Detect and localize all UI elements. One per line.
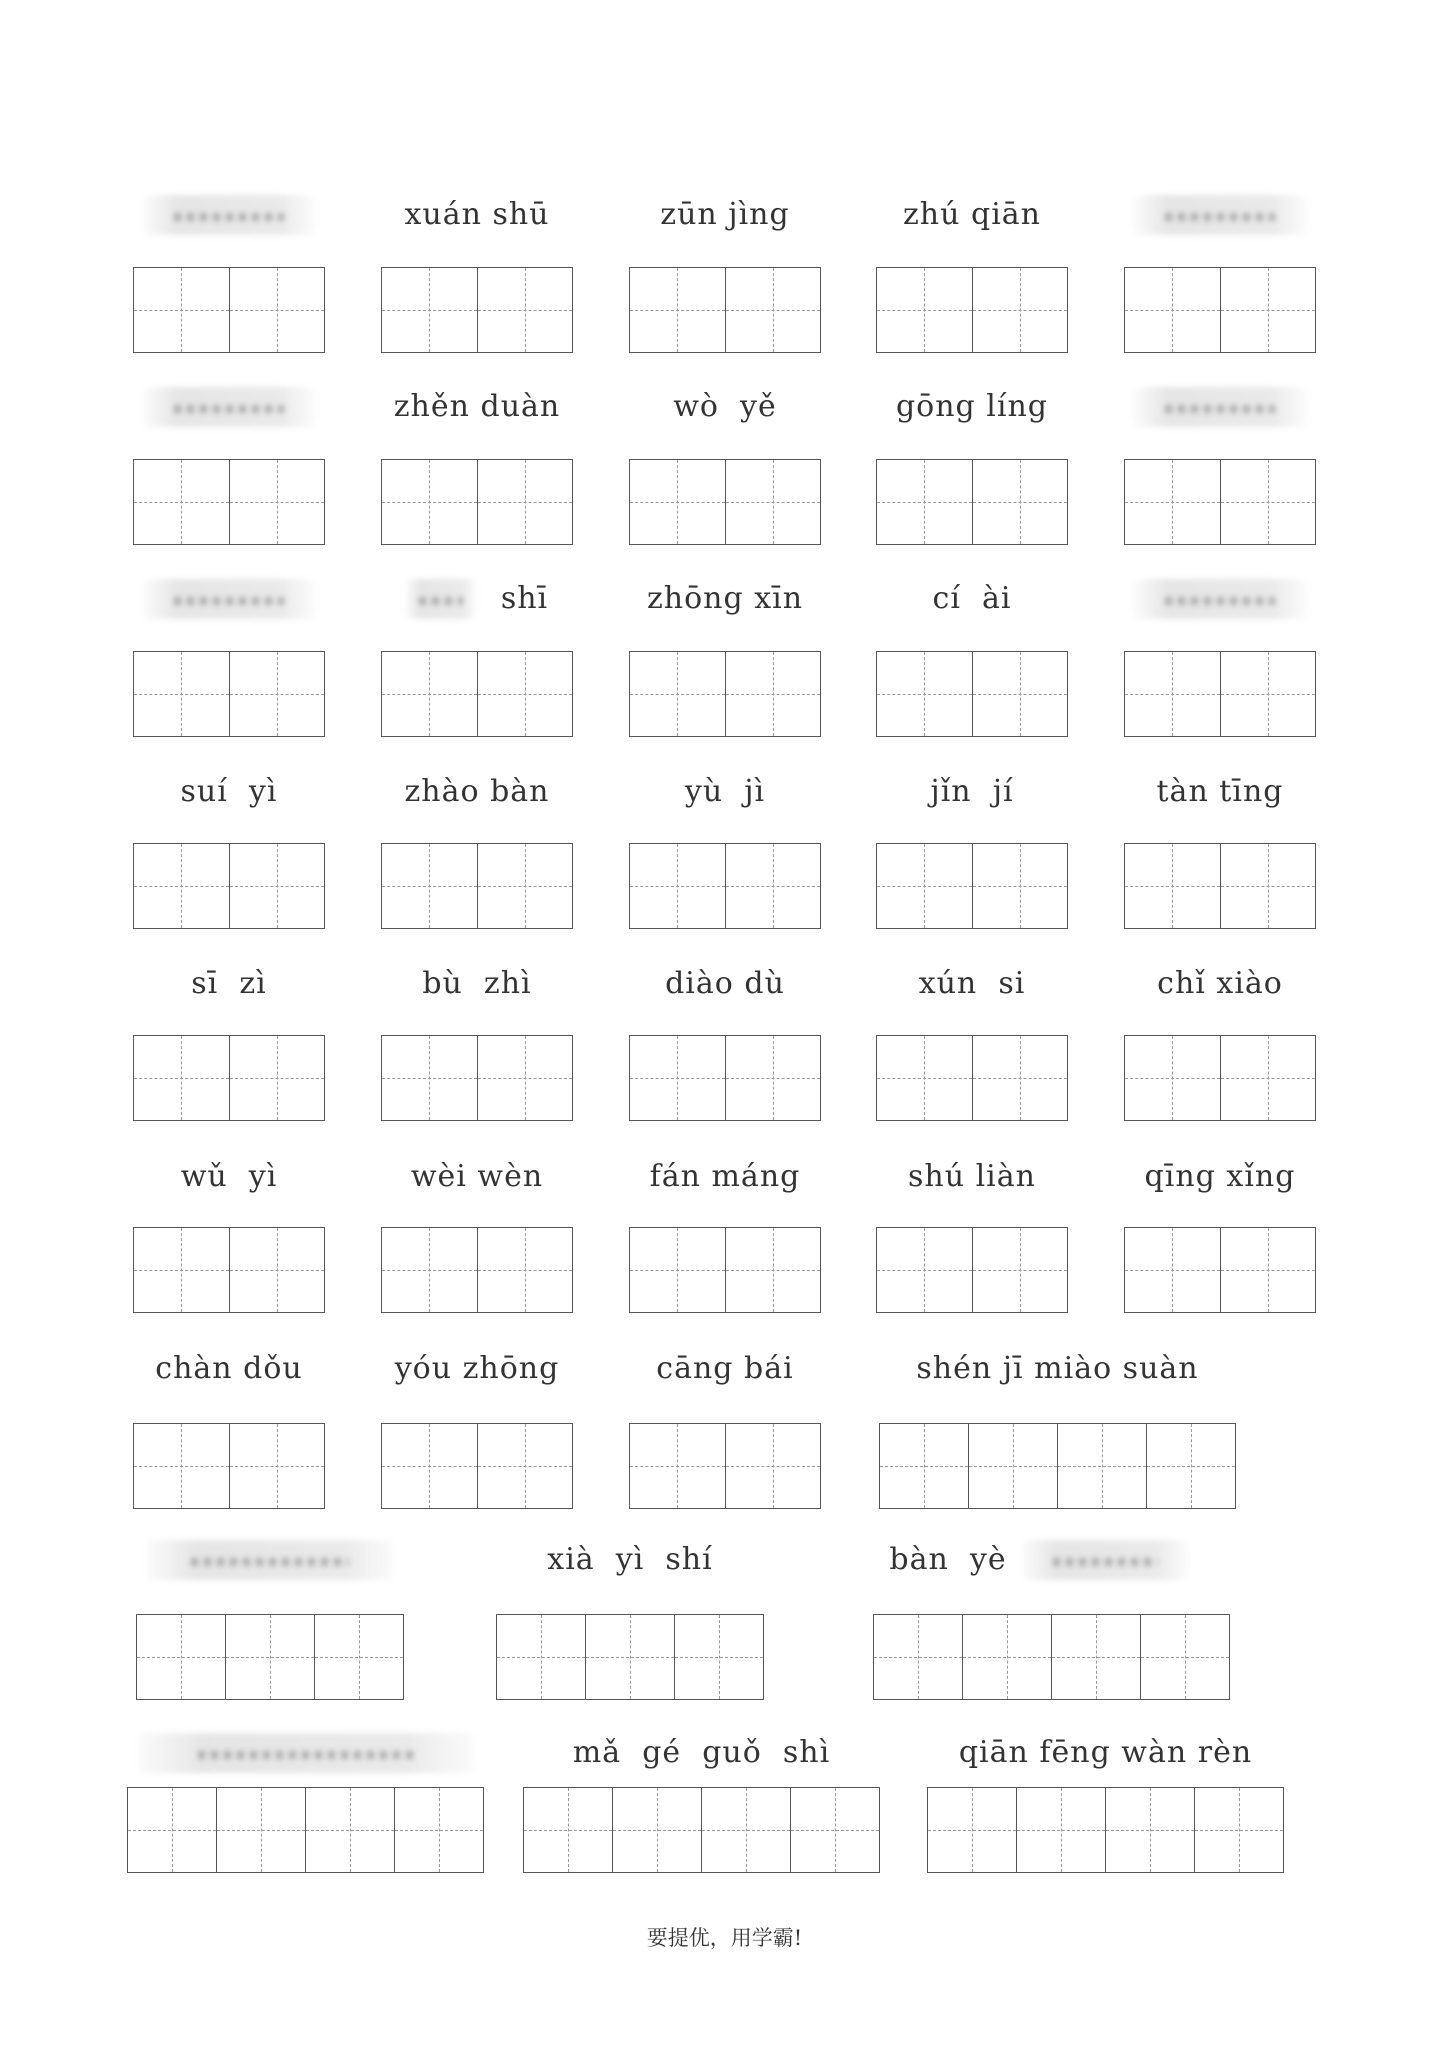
tianzige-cell[interactable] (230, 844, 325, 928)
pinyin-label: shú liàn (908, 1159, 1036, 1194)
tianzige-cell[interactable] (630, 652, 726, 736)
writing-grid[interactable] (629, 843, 821, 929)
tianzige-cell[interactable] (963, 1615, 1052, 1699)
writing-grid[interactable] (133, 267, 325, 353)
tianzige-cell[interactable] (137, 1615, 226, 1699)
writing-grid[interactable] (1124, 1227, 1316, 1313)
tianzige-cell[interactable] (382, 1424, 478, 1508)
pinyin-label: cāng bái (656, 1351, 794, 1386)
pinyin-label: zūn jìng (660, 197, 790, 232)
tianzige-cell[interactable] (226, 1615, 315, 1699)
writing-grid[interactable] (133, 651, 325, 737)
writing-grid[interactable] (629, 1423, 821, 1509)
tianzige-cell[interactable] (478, 1228, 573, 1312)
writing-grid[interactable] (1124, 267, 1316, 353)
tianzige-cell[interactable] (1221, 268, 1316, 352)
blurred-pinyin (1134, 195, 1306, 235)
tianzige-cell[interactable] (877, 844, 973, 928)
tianzige-cell[interactable] (877, 652, 973, 736)
writing-grid[interactable] (876, 267, 1068, 353)
writing-grid[interactable] (136, 1614, 404, 1700)
writing-grid[interactable] (629, 1227, 821, 1313)
blurred-pinyin (1023, 1540, 1188, 1580)
writing-grid[interactable] (381, 651, 573, 737)
tianzige-cell[interactable] (128, 1788, 217, 1872)
blurred-pinyin (137, 1733, 474, 1773)
tianzige-cell[interactable] (395, 1788, 483, 1872)
tianzige-cell[interactable] (134, 1424, 230, 1508)
writing-grid[interactable] (1124, 651, 1316, 737)
pinyin-label: cí ài (932, 581, 1012, 616)
tianzige-cell[interactable] (791, 1788, 879, 1872)
pinyin-label: chǐ xiào (1157, 966, 1283, 1001)
tianzige-cell[interactable] (382, 1036, 478, 1120)
pinyin-label: zhào bàn (404, 774, 550, 809)
tianzige-cell[interactable] (613, 1788, 702, 1872)
pinyin-label: fán máng (649, 1159, 801, 1194)
tianzige-cell[interactable] (134, 1036, 230, 1120)
pinyin-label: xún si (918, 966, 1026, 1001)
tianzige-cell[interactable] (134, 460, 230, 544)
pinyin-label: qīng xǐng (1144, 1159, 1296, 1194)
tianzige-cell[interactable] (306, 1788, 395, 1872)
blurred-pinyin (1134, 579, 1306, 619)
tianzige-cell[interactable] (1221, 844, 1316, 928)
writing-grid[interactable] (876, 459, 1068, 545)
tianzige-cell[interactable] (675, 1615, 763, 1699)
writing-grid[interactable] (629, 1035, 821, 1121)
tianzige-cell[interactable] (630, 268, 726, 352)
tianzige-cell[interactable] (973, 1228, 1068, 1312)
pinyin-label: xià yì shí (547, 1542, 713, 1577)
tianzige-cell[interactable] (382, 268, 478, 352)
tianzige-cell[interactable] (726, 652, 821, 736)
tianzige-cell[interactable] (315, 1615, 403, 1699)
tianzige-cell[interactable] (134, 652, 230, 736)
pinyin-label: xuán shū (404, 197, 550, 232)
writing-grid[interactable] (127, 1787, 484, 1873)
tianzige-cell[interactable] (726, 268, 821, 352)
tianzige-cell[interactable] (1221, 1036, 1316, 1120)
writing-grid[interactable] (873, 1614, 1230, 1700)
blurred-pinyin (406, 579, 476, 619)
pinyin-label: shī (500, 581, 549, 616)
tianzige-cell[interactable] (230, 652, 325, 736)
tianzige-cell[interactable] (1125, 652, 1221, 736)
tianzige-cell[interactable] (973, 652, 1068, 736)
tianzige-cell[interactable] (630, 460, 726, 544)
tianzige-cell[interactable] (880, 1424, 969, 1508)
pinyin-label: sī zì (191, 966, 267, 1001)
tianzige-cell[interactable] (630, 1228, 726, 1312)
tianzige-cell[interactable] (630, 844, 726, 928)
pinyin-label: chàn dǒu (155, 1351, 303, 1386)
writing-grid[interactable] (496, 1614, 764, 1700)
tianzige-cell[interactable] (877, 460, 973, 544)
tianzige-cell[interactable] (1058, 1424, 1147, 1508)
tianzige-cell[interactable] (478, 1424, 573, 1508)
tianzige-cell[interactable] (382, 460, 478, 544)
tianzige-cell[interactable] (478, 652, 573, 736)
writing-grid[interactable] (876, 843, 1068, 929)
tianzige-cell[interactable] (1106, 1788, 1195, 1872)
writing-grid[interactable] (133, 1423, 325, 1509)
pinyin-label: zhěn duàn (393, 389, 561, 424)
writing-grid[interactable] (927, 1787, 1284, 1873)
tianzige-cell[interactable] (1147, 1424, 1235, 1508)
blurred-pinyin (143, 579, 315, 619)
writing-grid[interactable] (381, 1035, 573, 1121)
tianzige-cell[interactable] (1221, 1228, 1316, 1312)
tianzige-cell[interactable] (586, 1615, 675, 1699)
writing-grid[interactable] (381, 843, 573, 929)
tianzige-cell[interactable] (726, 1424, 821, 1508)
tianzige-cell[interactable] (478, 268, 573, 352)
tianzige-cell[interactable] (630, 1036, 726, 1120)
writing-grid[interactable] (381, 459, 573, 545)
writing-grid[interactable] (381, 1423, 573, 1509)
tianzige-cell[interactable] (1125, 1228, 1221, 1312)
writing-grid[interactable] (1124, 1035, 1316, 1121)
pinyin-label: yù jì (684, 774, 766, 809)
tianzige-cell[interactable] (1141, 1615, 1229, 1699)
tianzige-cell[interactable] (217, 1788, 306, 1872)
tianzige-cell[interactable] (1017, 1788, 1106, 1872)
writing-grid[interactable] (523, 1787, 880, 1873)
writing-grid[interactable] (133, 1035, 325, 1121)
tianzige-cell[interactable] (1221, 460, 1316, 544)
tianzige-cell[interactable] (478, 1036, 573, 1120)
blurred-pinyin (146, 1540, 394, 1580)
tianzige-cell[interactable] (726, 844, 821, 928)
writing-grid[interactable] (629, 459, 821, 545)
blurred-pinyin (1134, 387, 1306, 427)
tianzige-cell[interactable] (726, 1036, 821, 1120)
writing-grid[interactable] (1124, 459, 1316, 545)
writing-grid[interactable] (629, 267, 821, 353)
tianzige-cell[interactable] (382, 844, 478, 928)
tianzige-cell[interactable] (134, 1228, 230, 1312)
pinyin-label: bàn yè (889, 1542, 1007, 1577)
writing-grid[interactable] (133, 459, 325, 545)
tianzige-cell[interactable] (382, 652, 478, 736)
tianzige-cell[interactable] (877, 1228, 973, 1312)
tianzige-cell[interactable] (478, 844, 573, 928)
tianzige-cell[interactable] (973, 1036, 1068, 1120)
pinyin-label: zhōng xīn (646, 581, 804, 616)
tianzige-cell[interactable] (973, 844, 1068, 928)
tianzige-cell[interactable] (1195, 1788, 1283, 1872)
writing-grid[interactable] (876, 1227, 1068, 1313)
pinyin-label: wǔ yì (180, 1159, 278, 1194)
writing-grid[interactable] (1124, 843, 1316, 929)
pinyin-label: yóu zhōng (394, 1351, 560, 1386)
tianzige-cell[interactable] (973, 460, 1068, 544)
pinyin-label: qiān fēng wàn rèn (958, 1735, 1253, 1770)
tianzige-cell[interactable] (973, 268, 1068, 352)
tianzige-cell[interactable] (382, 1228, 478, 1312)
writing-grid[interactable] (133, 1227, 325, 1313)
pinyin-label: suí yì (180, 774, 278, 809)
tianzige-cell[interactable] (134, 268, 230, 352)
tianzige-cell[interactable] (230, 268, 325, 352)
tianzige-cell[interactable] (230, 1424, 325, 1508)
pinyin-label: zhú qiān (903, 197, 1041, 232)
writing-grid[interactable] (133, 843, 325, 929)
writing-grid[interactable] (876, 1035, 1068, 1121)
writing-grid[interactable] (381, 267, 573, 353)
pinyin-label: shén jī miào suàn (916, 1351, 1199, 1386)
pinyin-label: wèi wèn (410, 1159, 544, 1194)
tianzige-cell[interactable] (1221, 652, 1316, 736)
tianzige-cell[interactable] (1125, 844, 1221, 928)
blurred-pinyin (143, 195, 315, 235)
tianzige-cell[interactable] (230, 460, 325, 544)
tianzige-cell[interactable] (726, 460, 821, 544)
pinyin-label: bù zhì (422, 966, 532, 1001)
writing-grid[interactable] (879, 1423, 1236, 1509)
tianzige-cell[interactable] (702, 1788, 791, 1872)
pinyin-label: tàn tīng (1156, 774, 1284, 809)
tianzige-cell[interactable] (1125, 460, 1221, 544)
tianzige-cell[interactable] (1052, 1615, 1141, 1699)
tianzige-cell[interactable] (877, 1036, 973, 1120)
tianzige-cell[interactable] (874, 1615, 963, 1699)
tianzige-cell[interactable] (877, 268, 973, 352)
tianzige-cell[interactable] (230, 1036, 325, 1120)
pinyin-label: diào dù (665, 966, 785, 1001)
pinyin-label: wò yě (673, 389, 777, 424)
tianzige-cell[interactable] (630, 1424, 726, 1508)
footer-slogan: 要提优，用学霸! (646, 1926, 803, 1950)
tianzige-cell[interactable] (969, 1424, 1058, 1508)
writing-grid[interactable] (629, 651, 821, 737)
tianzige-cell[interactable] (478, 460, 573, 544)
tianzige-cell[interactable] (928, 1788, 1017, 1872)
pinyin-label: mǎ gé guǒ shì (572, 1735, 831, 1770)
pinyin-label: gōng líng (895, 389, 1049, 424)
tianzige-cell[interactable] (497, 1615, 586, 1699)
tianzige-cell[interactable] (1125, 268, 1221, 352)
writing-grid[interactable] (381, 1227, 573, 1313)
pinyin-label: jǐn jí (930, 774, 1014, 809)
tianzige-cell[interactable] (726, 1228, 821, 1312)
writing-grid[interactable] (876, 651, 1068, 737)
tianzige-cell[interactable] (524, 1788, 613, 1872)
blurred-pinyin (143, 387, 315, 427)
tianzige-cell[interactable] (1125, 1036, 1221, 1120)
tianzige-cell[interactable] (230, 1228, 325, 1312)
tianzige-cell[interactable] (134, 844, 230, 928)
